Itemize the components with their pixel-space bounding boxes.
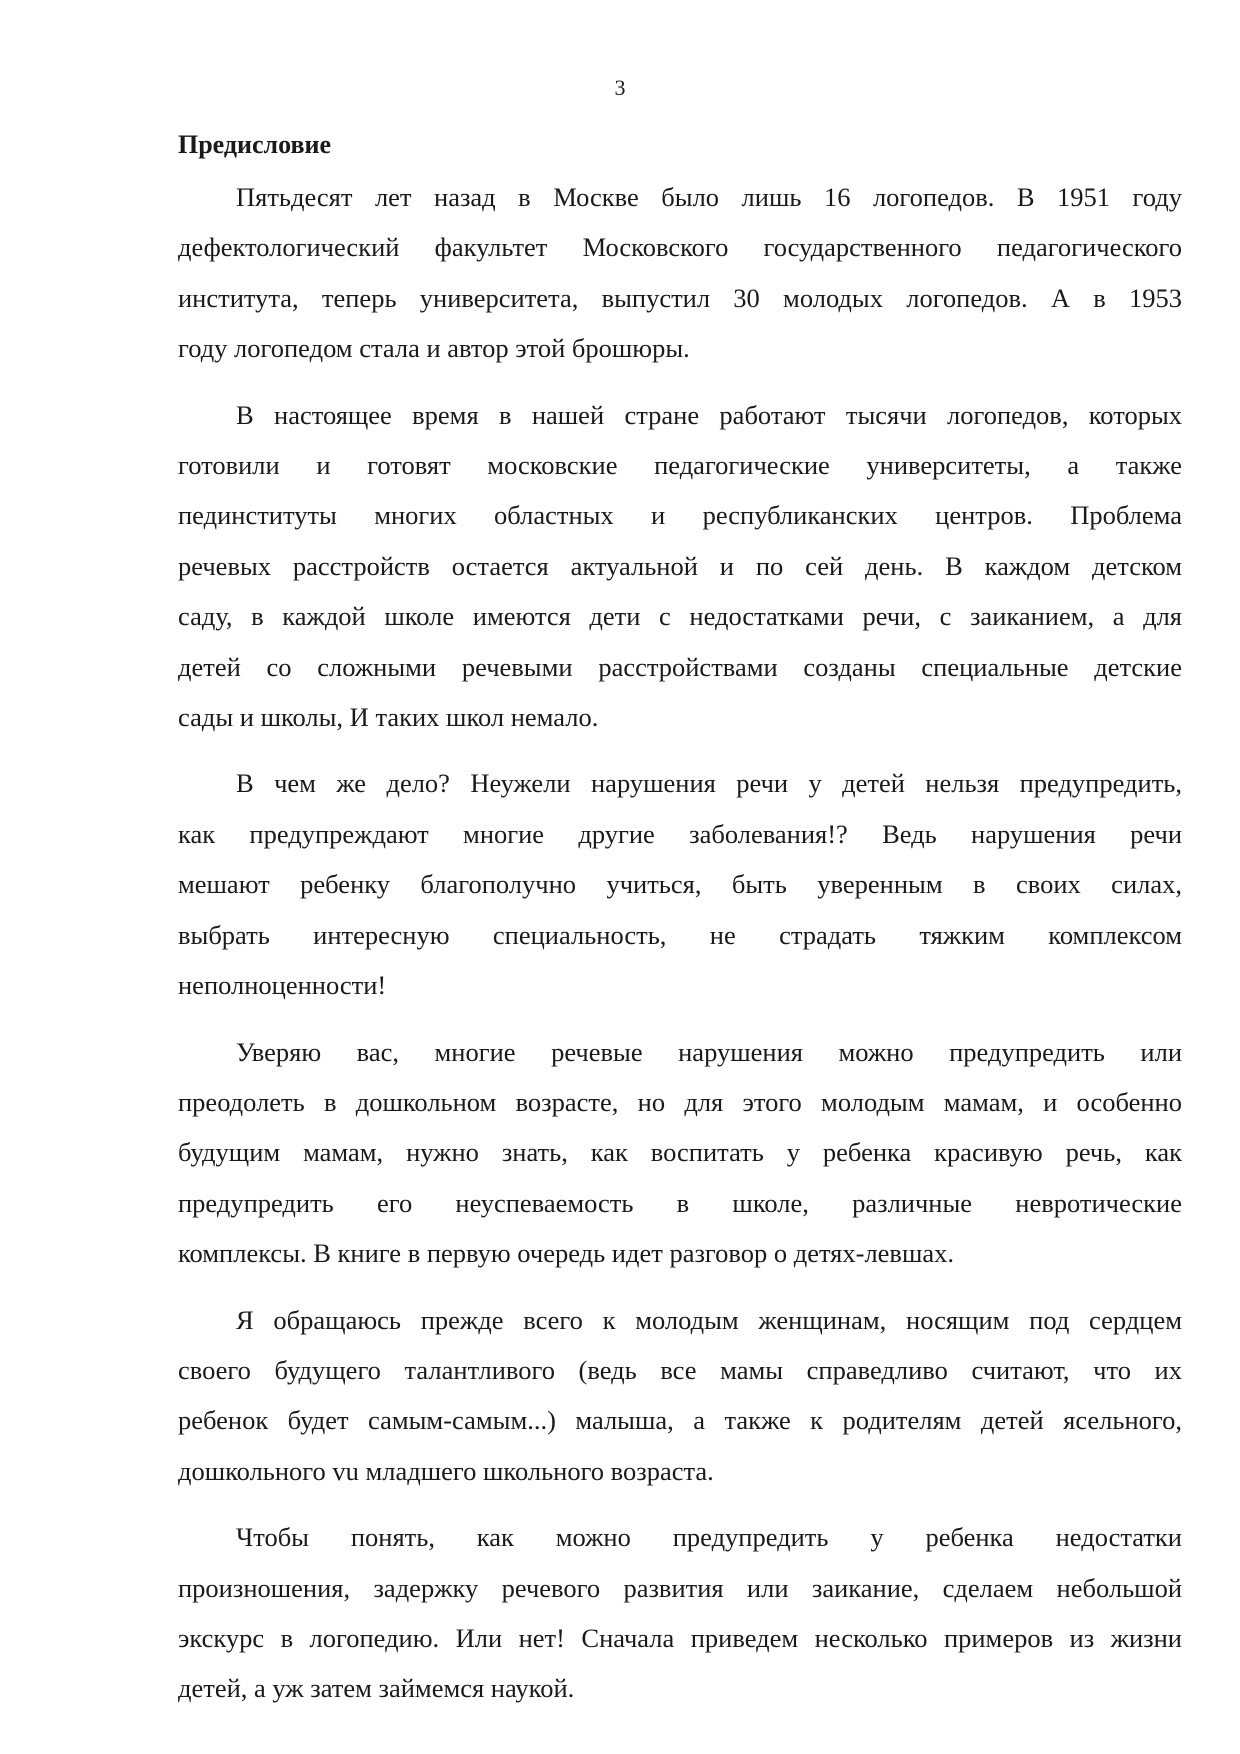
text-line: произношения, задержку речевого развития или заикание, сделаем небольшой [178,1572,1182,1603]
text-line: будущим мамам, нужно знать, как воспитать у ребенка красивую речь, как [178,1137,1182,1168]
text-line: речевых расстройств остается актуальной и по сей день. В каждом детском [178,550,1182,581]
text-line: дефектологический факультет Московского государственного педагогического [178,232,1182,263]
paragraph-container [178,172,1182,1714]
paragraph [178,758,1182,1010]
text-line: детей со сложными речевыми расстройствами созданы специальные детские [178,651,1182,682]
text-line: ребенок будет самым-самым...) малыша, а также к родителям детей ясельного, [178,1405,1182,1436]
section-heading: Предисловие [178,130,332,159]
text-line: детей, а уж затем займемся наукой. [178,1673,575,1704]
paragraph [178,1027,1182,1279]
text-line: неполноценности! [178,970,387,1001]
text-line: института, теперь университета, выпустил 30 молодых логопедов. А в 1953 [178,282,1182,313]
page-number: 3 [614,75,626,100]
document-body [178,128,1182,1730]
text-line: саду, в каждой школе имеются дети с недостатками речи, с заиканием, а для [178,601,1182,632]
text-line: В чем же дело? Неужели нарушения речи у детей нельзя предупредить, [236,768,1182,799]
paragraph [178,172,1182,374]
text-line: Чтобы понять, как можно предупредить у ребенка недостатки [236,1522,1182,1553]
text-line: предупредить его неуспеваемость в школе, различные невротические [178,1187,1182,1218]
text-line: дошкольного vu младшего школьного возраста. [178,1455,714,1486]
text-line: мешают ребенку благополучно учиться, быть уверенным в своих силах, [178,869,1182,900]
text-line: пединституты многих областных и республиканских центров. Проблема [178,500,1182,531]
text-line: как предупреждают многие другие заболевания!? Ведь нарушения речи [178,818,1182,849]
text-line: Пятьдесят лет назад в Москве было лишь 16 логопедов. В 1951 году [236,182,1182,212]
text-line: готовили и готовят московские педагогические университеты, а также [178,450,1182,481]
paragraph [178,390,1182,743]
paragraph [178,1512,1182,1714]
text-line: преодолеть в дошкольном возрасте, но для этого молодым мамам, и особенно [178,1086,1182,1117]
text-line: Я обращаюсь прежде всего к молодым женщинам, носящим под сердцем [236,1304,1182,1335]
text-line: В настоящее время в нашей стране работают тысячи логопедов, которых [236,399,1182,430]
text-line: сады и школы, И таких школ немало. [178,702,599,733]
text-line: комплексы. В книге в первую очередь идет разговор о детях-левшах. [178,1238,954,1269]
text-line: году логопедом стала и автор этой брошюры. [178,333,690,364]
text-line: своего будущего талантливого (ведь все мамы справедливо считают, что их [178,1354,1182,1385]
text-line: выбрать интересную специальность, не страдать тяжким комплексом [178,919,1182,950]
text-line: экскурс в логопедию. Или нет! Сначала приведем несколько примеров из жизни [178,1622,1182,1653]
text-line: Уверяю вас, многие речевые нарушения можно предупредить или [236,1036,1182,1067]
paragraph [178,1295,1182,1497]
